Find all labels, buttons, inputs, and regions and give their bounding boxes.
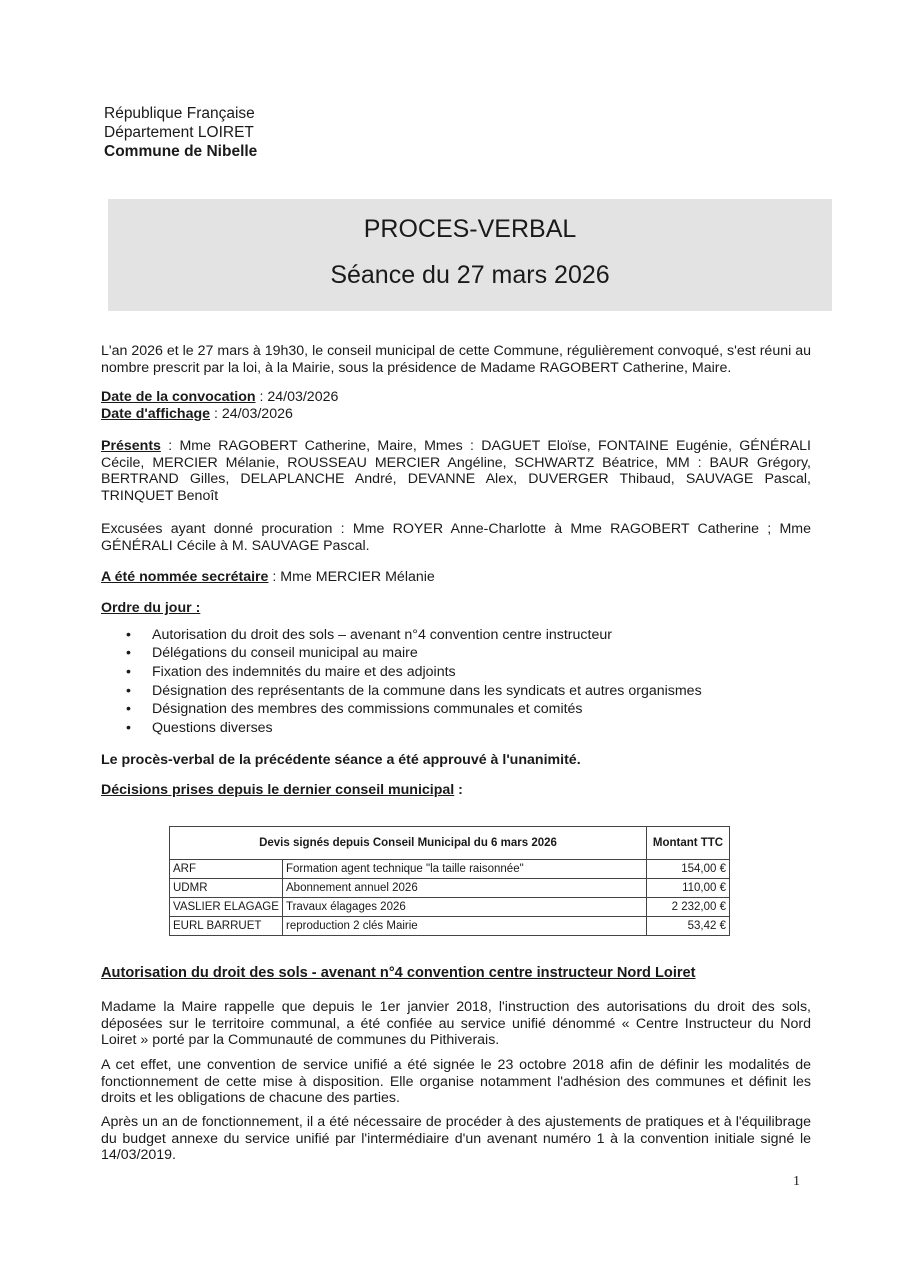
table-header-row bbox=[170, 827, 730, 860]
table-row bbox=[170, 917, 730, 936]
republique-line: République Française bbox=[104, 105, 255, 122]
secretaire-line bbox=[101, 569, 811, 586]
approbation-line: Le procès-verbal de la précédente séance a été approuvé à l'unanimité. bbox=[101, 752, 581, 768]
amount-cell: 2 232,00 € bbox=[647, 898, 730, 917]
section-paragraph-1: Madame la Maire rappelle que depuis le 1er janvier 2018, l'instruction des autorisations du droit des sols, déposées sur le territoire communal, a été confiée au service unifié dénommé « Centre Instructeur du Nord Loiret » porté par la Communauté de communes du Pithiverais. bbox=[101, 999, 811, 1048]
page-number: 1 bbox=[793, 1174, 800, 1189]
departement-line: Département LOIRET bbox=[104, 124, 254, 141]
ordre-label: Ordre du jour : bbox=[101, 600, 201, 616]
table-row bbox=[170, 860, 730, 879]
agenda-item: • Fixation des indemnités du maire et des adjoints bbox=[101, 663, 811, 682]
agenda-item: • Questions diverses bbox=[101, 719, 811, 738]
amount-cell: 53,42 € bbox=[647, 917, 730, 936]
affichage-value: : 24/03/2026 bbox=[210, 405, 293, 422]
presents-paragraph bbox=[101, 438, 811, 504]
excuses-paragraph: Excusées ayant donné procuration : Mme ROYER Anne-Charlotte à Mme RAGOBERT Catherine ; Mme GÉNÉRALI Cécile à M. SAUVAGE Pascal. bbox=[101, 521, 811, 554]
convocation-value: : 24/03/2026 bbox=[255, 389, 339, 405]
object-cell: reproduction 2 clés Mairie bbox=[283, 917, 647, 936]
supplier-cell: EURL BARRUET bbox=[170, 917, 283, 936]
section-title: Autorisation du droit des sols - avenant n°4 convention centre instructeur Nord Loiret bbox=[101, 965, 696, 981]
secretaire-value: : Mme MERCIER Mélanie bbox=[268, 569, 435, 585]
commune-line: Commune de Nibelle bbox=[104, 143, 258, 160]
agenda-list bbox=[101, 626, 811, 738]
affichage-date bbox=[101, 406, 811, 423]
intro-paragraph: L'an 2026 et le 27 mars à 19h30, le conseil municipal de cette Commune, régulièrement convoqué, s'est réuni au nombre prescrit par la loi, à la Mairie, sous la présidence de Madame RAGOBERT Catherine, Maire. bbox=[101, 343, 811, 376]
dates-block bbox=[101, 389, 811, 422]
table-header-devis: Devis signés depuis Conseil Municipal du 6 mars 2026 bbox=[170, 827, 647, 860]
agenda-item: • Désignation des membres des commissions communales et comités bbox=[101, 700, 811, 719]
table-row bbox=[170, 879, 730, 898]
agenda-item: • Délégations du conseil municipal au maire bbox=[101, 644, 811, 663]
devis-table bbox=[169, 826, 730, 936]
presents-text: : Mme RAGOBERT Catherine, Maire, Mmes : DAGUET Eloïse, FONTAINE Eugénie, GÉNÉRALI Cécile, MERCIER Mélanie, ROUSSEAU MERCIER Angéline, SCHWARTZ Béatrice, MM : BAUR Grégory, BERTRAND Gilles, DELAPLANCHE André, DEVANNE Alex, DUVERGER Thibaud, SAUVAGE Pascal, TRINQUET Benoît bbox=[101, 438, 811, 504]
section-paragraph-3: Après un an de fonctionnement, il a été nécessaire de procéder à des ajustements de pratiques et à l'équilibrage du budget annexe du service unifié par l'intermédiaire d'un avenant numéro 1 à la convention initiale signé le 14/03/2019. bbox=[101, 1114, 811, 1163]
letterhead bbox=[104, 104, 257, 161]
document-title: PROCES-VERBAL bbox=[363, 215, 577, 243]
object-cell: Travaux élagages 2026 bbox=[283, 898, 647, 917]
convocation-label: Date de la convocation bbox=[101, 389, 256, 405]
affichage-label: Date d'affichage bbox=[101, 405, 211, 422]
agenda-item: • Autorisation du droit des sols – avenant n°4 convention centre instructeur bbox=[101, 626, 811, 645]
supplier-cell: UDMR bbox=[170, 879, 283, 898]
table-header-montant: Montant TTC bbox=[647, 827, 730, 860]
agenda-item: • Désignation des représentants de la commune dans les syndicats et autres organismes bbox=[101, 682, 811, 701]
presents-label: Présents bbox=[101, 438, 161, 454]
convocation-date bbox=[101, 389, 811, 406]
supplier-cell: ARF bbox=[170, 860, 283, 879]
ordre-du-jour bbox=[101, 600, 811, 738]
decisions-label: Décisions prises depuis le dernier conseil municipal bbox=[101, 782, 455, 798]
section-paragraph-2: A cet effet, une convention de service unifié a été signée le 23 octobre 2018 afin de définir les modalités de fonctionnement de cette mise à disposition. Elle organise notamment l'adhésion des communes et définit les droits et les obligations de chacune des parties. bbox=[101, 1057, 811, 1106]
decisions-heading bbox=[101, 782, 811, 799]
object-cell: Abonnement annuel 2026 bbox=[283, 879, 647, 898]
amount-cell: 110,00 € bbox=[647, 879, 730, 898]
title-banner bbox=[108, 199, 832, 311]
secretaire-label: A été nommée secrétaire bbox=[101, 569, 269, 585]
table-row bbox=[170, 898, 730, 917]
amount-cell: 154,00 € bbox=[647, 860, 730, 879]
supplier-cell: VASLIER ELAGAGE bbox=[170, 898, 283, 917]
object-cell: Formation agent technique "la taille raisonnée" bbox=[283, 860, 647, 879]
session-date-title: Séance du 27 mars 2026 bbox=[330, 261, 610, 289]
decisions-colon: : bbox=[454, 782, 463, 798]
